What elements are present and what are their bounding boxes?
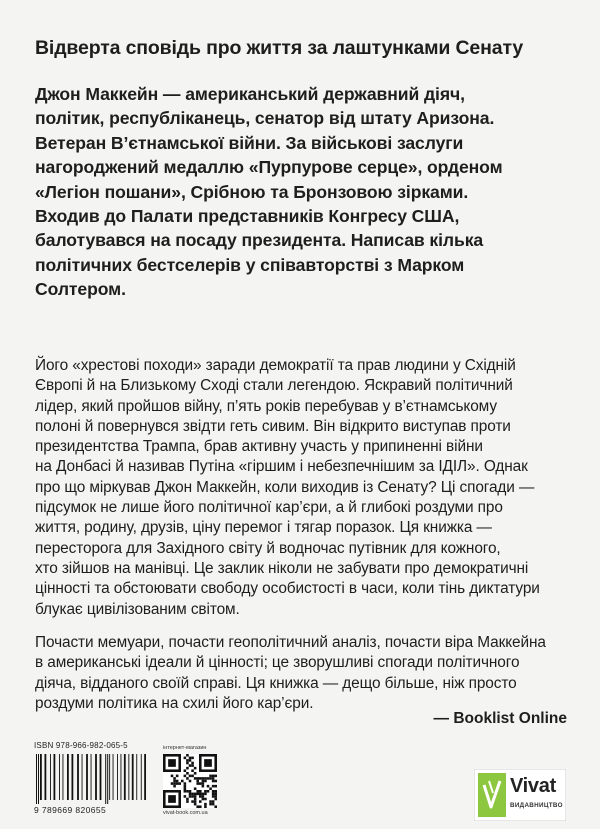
bio-line: Ветеран В’єтнамської війни. За військові заслуги — [35, 132, 464, 153]
text-line: підсумок не лише його політичної кар’єри, а й глибокі роздуми про — [35, 499, 503, 517]
author-bio — [35, 82, 575, 302]
text-line: в американські ідеали й цінності; це зворушливі спогади політичного — [35, 654, 520, 672]
bio-line: Входив до Палати представників Конгресу США, — [35, 206, 460, 227]
bio-line: Солтером. — [35, 279, 126, 300]
text-line: Європі й на Близькому Сході стали легендою. Яскравий політичний — [35, 377, 513, 395]
publisher-logo — [474, 769, 566, 821]
publisher-name: Vivat — [510, 775, 556, 797]
text-line: про що міркував Джон Маккейн, коли виходив із Сенату? Ці спогади — — [35, 478, 535, 496]
isbn-barcode-block — [34, 741, 152, 821]
review-quote — [35, 633, 575, 714]
bio-line: політик, республіканець, сенатор від штату Аризона. — [35, 108, 495, 129]
text-line: цінності та обстоювати свободу особистості в часи, коли тінь диктатури — [35, 580, 540, 598]
text-line: полоні й повернувся звідти геть сивим. Він відкрито виступав проти — [35, 417, 511, 435]
text-line: Почасти мемуари, почасти геополітичний аналіз, почасти віра Маккейна — [35, 634, 546, 651]
barcode-icon — [34, 754, 150, 804]
text-line: життя, родину, друзів, ціну перемог і тягар поразок. Ця книжка — — [35, 519, 492, 537]
description-paragraph — [35, 356, 575, 620]
text-line: роздуми політика на схилі його кар’єри. — [35, 694, 314, 712]
text-line: хто зійшов на манівці. Це заклик ніколи не забувати про демократичні — [35, 559, 529, 577]
qr-code-icon[interactable] — [163, 754, 217, 808]
publisher-label: ВИДАВНИЦТВО — [510, 802, 563, 809]
barcode-digits: 9 789669 820655 — [34, 805, 107, 815]
text-line: блукає цивілізованим світом. — [35, 600, 240, 618]
bio-line: Джон Маккейн — американський державний діяч, — [35, 84, 465, 104]
bio-line: балотувався на посаду президента. Написав кілька — [35, 230, 484, 251]
text-line: на Донбасі й називав Путіна «гіршим і небезпечнішим за ІДІЛ». Однак — [35, 458, 528, 476]
qr-caption-url: vivat-book.com.ua — [163, 810, 208, 816]
qr-caption-shop: інтернет-магазин — [163, 745, 207, 751]
text-line: президентства Трампа, брав активну участь у припиненні війни — [35, 438, 483, 456]
text-line: діяча, відданого своїй справі. Ця книжка — дещо більше, ніж просто — [35, 674, 517, 692]
bio-line: нагороджений медаллю «Пурпурове серце», орденом — [35, 157, 503, 178]
bio-line: «Легіон пошани», Срібною та Бронзовою зірками. — [35, 181, 469, 202]
text-line: пересторога для Західного світу й водночас путівник для кожного, — [35, 539, 501, 557]
text-line: Його «хрестові походи» заради демократії та прав людини у Східній — [35, 357, 516, 374]
bio-line: політичних бестселерів у співавторстві з Марком — [35, 254, 465, 275]
text-line: лідер, який пройшов війну, п’ять років перебував у в’єтнамському — [35, 397, 497, 415]
review-attribution: — Booklist Online — [433, 710, 567, 727]
qr-block — [163, 745, 223, 821]
back-cover-subtitle: Відверта сповідь про життя за лаштунками Сенату — [35, 37, 524, 59]
isbn-number: ISBN 978-966-982-065-5 — [34, 741, 128, 750]
